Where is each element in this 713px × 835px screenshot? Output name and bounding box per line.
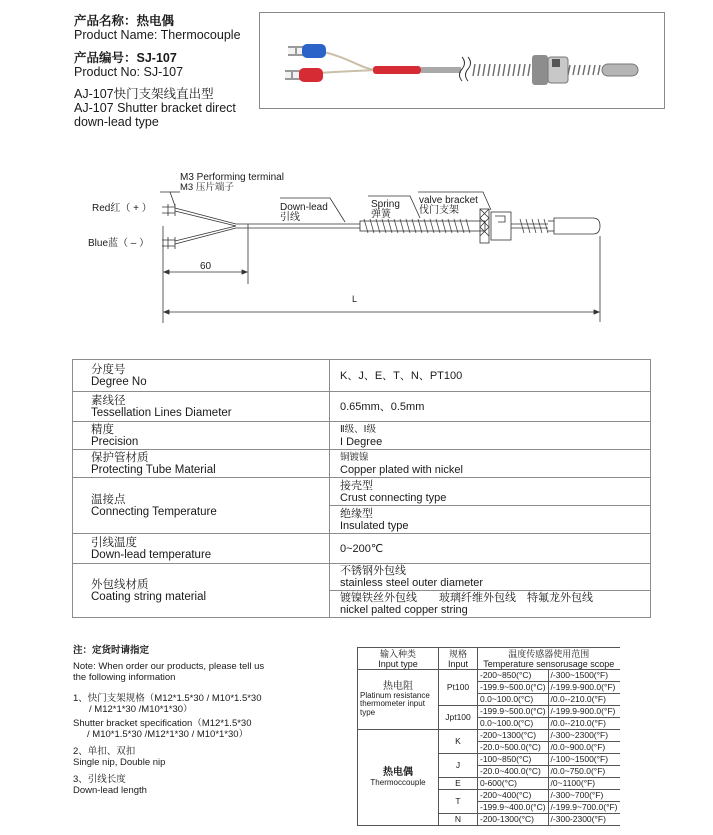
bracket-label-cn: 伐门支架 bbox=[419, 205, 459, 216]
spec-row-coating bbox=[73, 564, 651, 591]
range-type-thermocouple: 热电偶 Thermoccouple bbox=[358, 730, 439, 826]
range-f: /0.0--210.0(°F) bbox=[548, 718, 619, 730]
notes-intro-1: Note: When order our products, please tell us bbox=[73, 661, 265, 672]
notes-item1-cn-1: 1、快门支架规格（M12*1.5*30 / M10*1.5*30 bbox=[73, 693, 262, 704]
spring-label-cn: 弹簧 bbox=[371, 209, 391, 220]
notes-intro-2: the following information bbox=[73, 672, 176, 683]
range-table bbox=[357, 647, 620, 826]
range-header-row bbox=[358, 648, 620, 670]
range-c: -200-1300(°C) bbox=[478, 814, 549, 826]
spec-label: 温接点 Connecting Temperature bbox=[73, 478, 330, 534]
range-c: -20.0~400.0(°C) bbox=[478, 766, 549, 778]
spec-value: 不锈钢外包线 stainless steel outer diameter bbox=[330, 564, 651, 591]
notes-item1-en-1: Shutter bracket specification（M12*1.5*30 bbox=[73, 718, 252, 729]
range-f: /0.0~900.0(°F) bbox=[548, 742, 619, 754]
range-f: /0.0~750.0(°F) bbox=[548, 766, 619, 778]
blue-wire-label: Blue蓝（ – ） bbox=[88, 238, 150, 249]
spec-label: 素线径 Tessellation Lines Diameter bbox=[73, 392, 330, 422]
spec-table bbox=[72, 359, 651, 618]
product-type-en-2: down-lead type bbox=[74, 115, 159, 129]
range-input: N bbox=[439, 814, 478, 826]
spec-row-degree bbox=[73, 360, 651, 392]
range-f: /0.0--210.0(°F) bbox=[548, 694, 619, 706]
notes-item1-cn-2: / M12*1*30 /M10*1*30） bbox=[89, 704, 193, 715]
range-f: /0~1100(°F) bbox=[548, 778, 619, 790]
product-no-en: Product No: SJ-107 bbox=[74, 65, 184, 79]
range-input: E bbox=[439, 778, 478, 790]
range-c: -199.9~400.0(°C) bbox=[478, 802, 549, 814]
notes-item1-en-2: / M10*1.5*30 /M12*1*30 / M10*1*30） bbox=[87, 729, 249, 740]
range-f: /-199.9~700.0(°F) bbox=[548, 802, 619, 814]
range-input: Jpt100 bbox=[439, 706, 478, 730]
range-c: -200~850(°C) bbox=[478, 670, 549, 682]
terminal-label-cn: M3 压片端子 bbox=[180, 182, 234, 193]
range-c: -200~1300(°C) bbox=[478, 730, 549, 742]
red-wire-label: Red红（ + ） bbox=[92, 203, 152, 214]
spec-label: 外包线材质 Coating string material bbox=[73, 564, 330, 618]
product-type-cn: AJ-107快门支架线直出型 bbox=[74, 87, 214, 101]
spec-value: 0~200℃ bbox=[330, 534, 651, 564]
range-type-rtd: 热电阻 Platinum resistance thermometer input type bbox=[358, 670, 439, 730]
dimension-L: L bbox=[352, 294, 358, 304]
range-row bbox=[358, 730, 620, 742]
range-c: -199.9~500.0(°C) bbox=[478, 682, 549, 694]
range-input: K bbox=[439, 730, 478, 754]
range-c: 0.0~100.0(°C) bbox=[478, 694, 549, 706]
range-f: /-300~1500(°F) bbox=[548, 670, 619, 682]
range-c: 0.0~100.0(°C) bbox=[478, 718, 549, 730]
product-no-cn: 产品编号：SJ-107 bbox=[74, 51, 177, 65]
notes-title: 注：定货时请指定 bbox=[73, 645, 150, 656]
spec-value: 绝缘型 Insulated type bbox=[330, 506, 651, 534]
notes-item3-en: Down-lead length bbox=[73, 785, 147, 796]
range-input: J bbox=[439, 754, 478, 778]
range-f: /-300~700(°F) bbox=[548, 790, 619, 802]
downlead-label-cn: 引线 bbox=[280, 212, 300, 223]
range-c: -200~400(°C) bbox=[478, 790, 549, 802]
spec-row-downlead-temp bbox=[73, 534, 651, 564]
order-notes bbox=[73, 645, 264, 796]
spec-label: 保护管材质 Protecting Tube Material bbox=[73, 450, 330, 478]
product-type-en-1: AJ-107 Shutter bracket direct bbox=[74, 101, 236, 115]
spec-value: 接壳型 Crust connecting type bbox=[330, 478, 651, 506]
spec-row-diameter bbox=[73, 392, 651, 422]
notes-item3-cn: 3、引线长度 bbox=[73, 774, 126, 785]
range-f: /-300-2300(°F) bbox=[548, 814, 619, 826]
spec-row-connecting-temp bbox=[73, 478, 651, 506]
range-header-input: 规格 Input bbox=[439, 648, 478, 670]
dimension-drawing bbox=[0, 0, 713, 340]
downlead-label-en: Down-lead bbox=[280, 202, 328, 213]
range-f: /-300~2300(°F) bbox=[548, 730, 619, 742]
spec-label: 引线温度 Down-lead temperature bbox=[73, 534, 330, 564]
notes-item2-en: Single nip, Double nip bbox=[73, 757, 166, 768]
spec-row-tube-material bbox=[73, 450, 651, 478]
range-f: /-100~1500(°F) bbox=[548, 754, 619, 766]
range-input: Pt100 bbox=[439, 670, 478, 706]
spec-row-precision bbox=[73, 422, 651, 450]
spec-value: 0.65mm、0.5mm bbox=[330, 392, 651, 422]
bracket-label-en: valve bracket bbox=[419, 195, 478, 206]
range-f: /-199.9-900.0(°F) bbox=[548, 682, 619, 694]
spec-value: 镀镍铁丝外包线 玻璃纤维外包线 特氟龙外包线 nickel palted copper string bbox=[330, 591, 651, 618]
spec-value: 铜镀镍 Copper plated with nickel bbox=[330, 450, 651, 478]
range-c: -20.0~500.0(°C) bbox=[478, 742, 549, 754]
product-name-cn: 产品名称：热电偶 bbox=[74, 14, 175, 28]
spring-label-en: Spring bbox=[371, 199, 400, 210]
range-c: -100~850(°C) bbox=[478, 754, 549, 766]
notes-item2-cn: 2、单扣、双扣 bbox=[73, 746, 136, 757]
spec-label: 精度 Precision bbox=[73, 422, 330, 450]
dimension-60: 60 bbox=[200, 261, 212, 272]
range-c: 0-600(°C) bbox=[478, 778, 549, 790]
spec-value: Ⅱ级、Ⅰ级 I Degree bbox=[330, 422, 651, 450]
range-f: /-199.9-900.0(°F) bbox=[548, 706, 619, 718]
range-header-scope: 温度传感器使用范围 Temperature sensorusage scope bbox=[478, 648, 620, 670]
range-header-type: 输入种类 Input type bbox=[358, 648, 439, 670]
range-c: -199.9~500.0(°C) bbox=[478, 706, 549, 718]
spec-label: 分度号 Degree No bbox=[73, 360, 330, 392]
range-row bbox=[358, 670, 620, 682]
spec-value: K、J、E、T、N、PT100 bbox=[330, 360, 651, 392]
terminal-label-en: M3 Performing terminal bbox=[180, 172, 284, 183]
product-name-en: Product Name: Thermocouple bbox=[74, 28, 241, 42]
range-input: T bbox=[439, 790, 478, 814]
